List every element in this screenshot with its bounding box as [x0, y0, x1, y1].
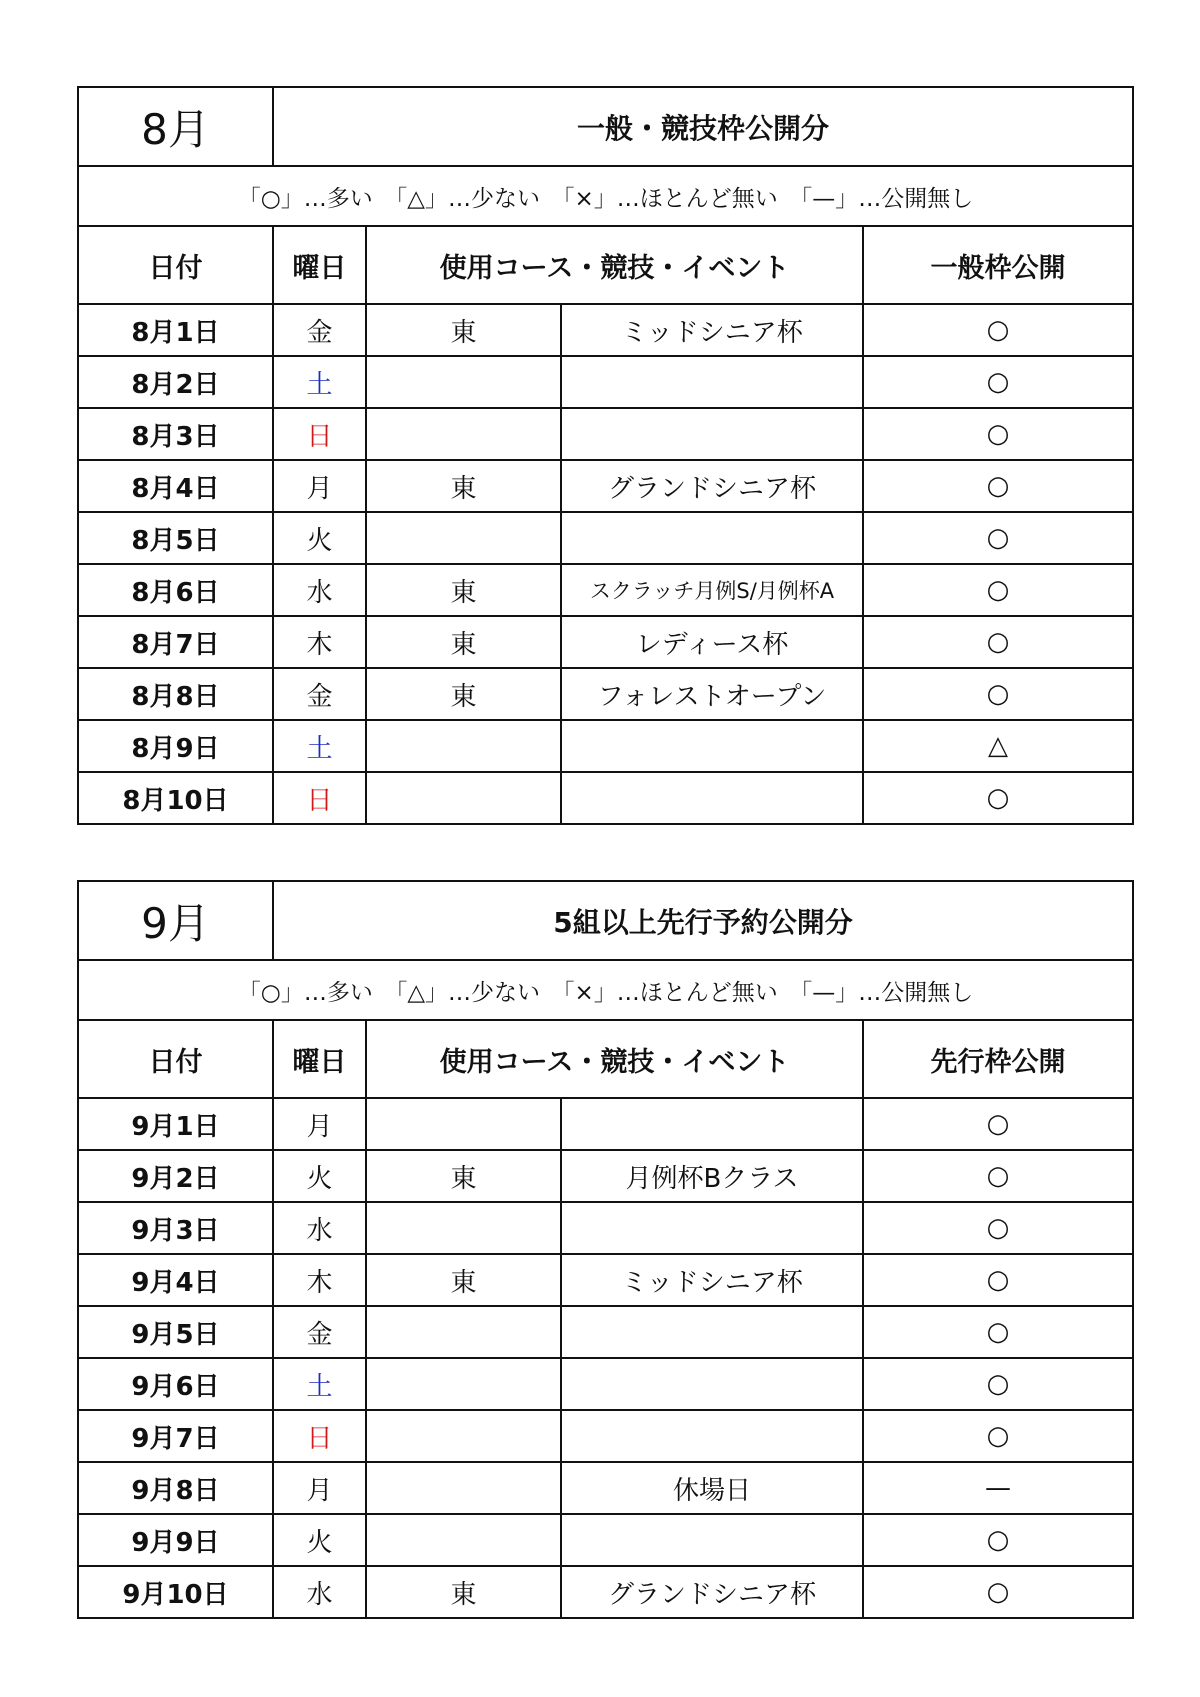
event-cell — [561, 720, 863, 772]
weekday-cell: 月 — [273, 1462, 366, 1514]
weekday-cell: 水 — [273, 1202, 366, 1254]
event-cell — [561, 1410, 863, 1462]
table-row — [78, 668, 1133, 720]
availability-mark: ○ — [863, 1358, 1133, 1410]
table-row — [78, 1566, 1133, 1618]
date-cell: 8月5日 — [78, 512, 273, 564]
month-label: 9月 — [78, 881, 273, 960]
course-cell — [366, 1410, 561, 1462]
event-cell: ミッドシニア杯 — [561, 304, 863, 356]
availability-mark: ○ — [863, 1514, 1133, 1566]
weekday-cell: 火 — [273, 1150, 366, 1202]
availability-mark: ○ — [863, 356, 1133, 408]
event-cell: グランドシニア杯 — [561, 460, 863, 512]
course-cell — [366, 356, 561, 408]
legend: 「○」…多い 「△」…少ない 「×」…ほとんど無い 「—」…公開無し — [78, 960, 1133, 1020]
event-cell — [561, 512, 863, 564]
course-cell — [366, 408, 561, 460]
table-row — [78, 1150, 1133, 1202]
table-row — [78, 1306, 1133, 1358]
availability-mark: ○ — [863, 1306, 1133, 1358]
weekday-cell: 火 — [273, 1514, 366, 1566]
header-row — [78, 1020, 1133, 1098]
course-cell — [366, 1514, 561, 1566]
availability-mark: ○ — [863, 772, 1133, 824]
august-rows — [78, 304, 1133, 824]
table-row — [78, 304, 1133, 356]
availability-mark: ○ — [863, 1098, 1133, 1150]
header-availability: 一般枠公開 — [863, 226, 1133, 304]
header-row — [78, 226, 1133, 304]
date-cell: 8月4日 — [78, 460, 273, 512]
event-cell — [561, 1514, 863, 1566]
header-course-event: 使用コース・競技・イベント — [366, 1020, 863, 1098]
table-title: 一般・競技枠公開分 — [273, 87, 1133, 166]
date-cell: 8月9日 — [78, 720, 273, 772]
event-cell: ミッドシニア杯 — [561, 1254, 863, 1306]
date-cell: 8月1日 — [78, 304, 273, 356]
event-cell — [561, 408, 863, 460]
legend: 「○」…多い 「△」…少ない 「×」…ほとんど無い 「—」…公開無し — [78, 166, 1133, 226]
course-cell: 東 — [366, 304, 561, 356]
weekday-cell: 日 — [273, 772, 366, 824]
weekday-cell: 火 — [273, 512, 366, 564]
availability-mark: — — [863, 1462, 1133, 1514]
date-cell: 9月4日 — [78, 1254, 273, 1306]
date-cell: 9月5日 — [78, 1306, 273, 1358]
availability-mark: ○ — [863, 668, 1133, 720]
course-cell — [366, 1358, 561, 1410]
availability-mark: ○ — [863, 1150, 1133, 1202]
course-cell — [366, 512, 561, 564]
date-cell: 8月10日 — [78, 772, 273, 824]
course-cell: 東 — [366, 1254, 561, 1306]
weekday-cell: 水 — [273, 1566, 366, 1618]
course-cell — [366, 772, 561, 824]
availability-mark: ○ — [863, 616, 1133, 668]
table-row — [78, 356, 1133, 408]
course-cell: 東 — [366, 1566, 561, 1618]
header-availability: 先行枠公開 — [863, 1020, 1133, 1098]
date-cell: 8月8日 — [78, 668, 273, 720]
legend-row — [78, 166, 1133, 226]
event-cell — [561, 1202, 863, 1254]
date-cell: 9月9日 — [78, 1514, 273, 1566]
table-row — [78, 1202, 1133, 1254]
course-cell — [366, 1202, 561, 1254]
date-cell: 8月7日 — [78, 616, 273, 668]
date-cell: 9月1日 — [78, 1098, 273, 1150]
weekday-cell: 木 — [273, 1254, 366, 1306]
course-cell: 東 — [366, 564, 561, 616]
header-weekday: 曜日 — [273, 226, 366, 304]
august-schedule-table — [77, 86, 1134, 825]
availability-mark: ○ — [863, 1254, 1133, 1306]
course-cell: 東 — [366, 616, 561, 668]
table-row — [78, 1514, 1133, 1566]
event-cell — [561, 1358, 863, 1410]
course-cell — [366, 1306, 561, 1358]
header-course-event: 使用コース・競技・イベント — [366, 226, 863, 304]
weekday-cell: 土 — [273, 1358, 366, 1410]
weekday-cell: 土 — [273, 356, 366, 408]
table-row — [78, 408, 1133, 460]
date-cell: 8月6日 — [78, 564, 273, 616]
date-cell: 9月7日 — [78, 1410, 273, 1462]
legend-row — [78, 960, 1133, 1020]
table-row — [78, 616, 1133, 668]
table-row — [78, 1462, 1133, 1514]
weekday-cell: 月 — [273, 460, 366, 512]
weekday-cell: 月 — [273, 1098, 366, 1150]
table-row — [78, 1254, 1133, 1306]
course-cell — [366, 720, 561, 772]
table-row — [78, 1098, 1133, 1150]
header-date: 日付 — [78, 1020, 273, 1098]
event-cell — [561, 1306, 863, 1358]
weekday-cell: 水 — [273, 564, 366, 616]
event-cell: グランドシニア杯 — [561, 1566, 863, 1618]
date-cell: 8月2日 — [78, 356, 273, 408]
weekday-cell: 金 — [273, 668, 366, 720]
table-row — [78, 720, 1133, 772]
weekday-cell: 金 — [273, 1306, 366, 1358]
table-title: 5組以上先行予約公開分 — [273, 881, 1133, 960]
course-cell: 東 — [366, 460, 561, 512]
event-cell: レディース杯 — [561, 616, 863, 668]
table-row — [78, 512, 1133, 564]
table-row — [78, 772, 1133, 824]
event-cell: フォレストオープン — [561, 668, 863, 720]
table-row — [78, 1358, 1133, 1410]
availability-mark: ○ — [863, 1202, 1133, 1254]
course-cell — [366, 1098, 561, 1150]
date-cell: 9月8日 — [78, 1462, 273, 1514]
date-cell: 9月3日 — [78, 1202, 273, 1254]
month-label: 8月 — [78, 87, 273, 166]
weekday-cell: 土 — [273, 720, 366, 772]
weekday-cell: 木 — [273, 616, 366, 668]
table-row — [78, 1410, 1133, 1462]
availability-mark: ○ — [863, 304, 1133, 356]
availability-mark: ○ — [863, 564, 1133, 616]
date-cell: 9月2日 — [78, 1150, 273, 1202]
weekday-cell: 日 — [273, 1410, 366, 1462]
weekday-cell: 日 — [273, 408, 366, 460]
course-cell — [366, 1462, 561, 1514]
header-weekday: 曜日 — [273, 1020, 366, 1098]
table-row — [78, 460, 1133, 512]
date-cell: 9月10日 — [78, 1566, 273, 1618]
september-rows — [78, 1098, 1133, 1618]
september-title-row — [78, 881, 1133, 960]
august-title-row — [78, 87, 1133, 166]
event-cell: スクラッチ月例S/月例杯A — [561, 564, 863, 616]
weekday-cell: 金 — [273, 304, 366, 356]
event-cell — [561, 1098, 863, 1150]
header-date: 日付 — [78, 226, 273, 304]
event-cell: 月例杯Bクラス — [561, 1150, 863, 1202]
date-cell: 9月6日 — [78, 1358, 273, 1410]
date-cell: 8月3日 — [78, 408, 273, 460]
availability-mark: ○ — [863, 408, 1133, 460]
availability-mark: ○ — [863, 460, 1133, 512]
event-cell: 休場日 — [561, 1462, 863, 1514]
event-cell — [561, 772, 863, 824]
course-cell: 東 — [366, 668, 561, 720]
course-cell: 東 — [366, 1150, 561, 1202]
event-cell — [561, 356, 863, 408]
availability-mark: ○ — [863, 1566, 1133, 1618]
availability-mark: ○ — [863, 1410, 1133, 1462]
availability-mark: △ — [863, 720, 1133, 772]
september-schedule-table — [77, 880, 1134, 1619]
table-row — [78, 564, 1133, 616]
availability-mark: ○ — [863, 512, 1133, 564]
